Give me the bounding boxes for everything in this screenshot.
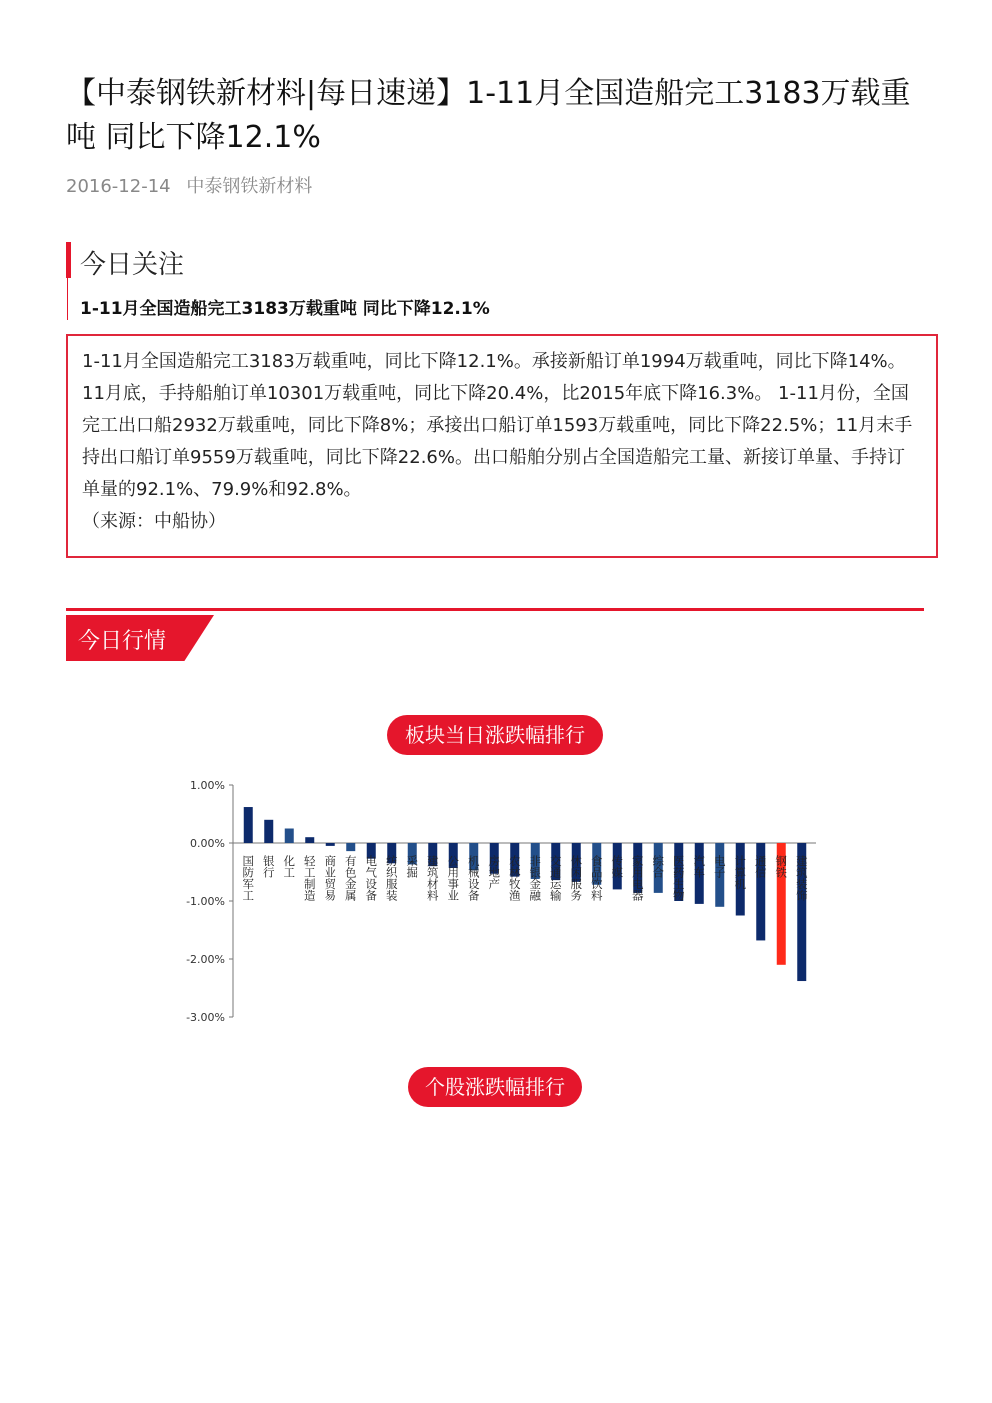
category-label: 非银金融 [528,855,543,901]
market-divider [66,608,924,611]
category-label: 电气设备 [364,855,379,901]
category-label: 休闲服务 [569,855,584,901]
focus-content-box [66,334,938,558]
focus-source-note: （来源：中船协） [82,511,226,532]
article-meta [66,172,322,198]
section-marker-line [67,278,68,320]
article-date: 2016-12-14 [66,176,171,197]
category-label: 轻工制造 [302,855,317,901]
bar [326,843,335,846]
y-tick-label: 1.00% [190,779,225,792]
category-label: 电子 [712,855,727,878]
category-label: 食品饮料 [589,855,604,901]
category-label: 汽车 [692,855,707,878]
category-label: 钢铁 [774,855,789,878]
category-label: 通信 [753,855,768,878]
category-label: 建筑材料 [425,855,440,901]
y-tick-label: -2.00% [186,953,225,966]
sector-ranking-pill: 板块当日涨跌幅排行 [387,715,603,755]
bar [305,837,314,843]
bar [264,820,273,843]
bar [346,843,355,851]
category-label: 机械设备 [466,855,481,901]
section-marker [66,242,71,278]
category-label: 传媒 [610,855,625,878]
category-label: 化工 [282,855,297,878]
article-source[interactable]: 中泰钢铁新材料 [186,176,313,197]
focus-body: 1-11月全国造船完工3183万载重吨，同比下降12.1%。承接新船订单1994万载重吨，同比下降14%。11月底，手持船舶订单10301万载重吨，同比下降20.4%，比2015年底下降16.3%。 1-11月份，全国完工出口船2932万载重吨，同比下降8%；承接出口船订单1593万载重吨，同比下降22.5%；11月末手持出口船订单9559万载重吨，同比下降22.6%。出口船舶分别占全国造船完工量、新接订单量、手持订单量的92.1%、79.9%和92.8%。 [82,351,913,500]
focus-heading: 今日关注 [80,250,185,280]
category-label: 有色金属 [343,855,358,901]
article-title: 【中泰钢铁新材料|每日速递】1-11月全国造船完工3183万载重吨 同比下降12.1% [66,76,911,155]
category-label: 纺织服装 [384,855,399,901]
category-label: 医药生物 [671,855,686,901]
category-label: 建筑装饰 [794,855,809,901]
category-label: 公用事业 [446,855,461,901]
bar [244,807,253,843]
category-label: 房地产 [487,855,502,890]
category-label: 国防军工 [241,855,256,901]
category-label: 采掘 [405,855,420,878]
category-label: 计算机 [733,855,748,890]
category-label: 农林牧渔 [507,855,522,901]
y-tick-label: -3.00% [186,1011,225,1024]
category-label: 商业贸易 [323,855,338,901]
category-label: 家用电器 [630,855,645,901]
y-tick-label: -1.00% [186,895,225,908]
category-label: 综合 [651,855,666,878]
focus-subheading: 1-11月全国造船完工3183万载重吨 同比下降12.1% [80,299,490,319]
bar [285,829,294,844]
y-tick-label: 0.00% [190,837,225,850]
market-heading: 今日行情 [78,629,167,654]
category-label: 银行 [261,855,276,878]
sector-change-chart [168,770,828,1030]
category-label: 交通运输 [548,855,563,901]
stock-ranking-pill: 个股涨跌幅排行 [408,1067,582,1107]
